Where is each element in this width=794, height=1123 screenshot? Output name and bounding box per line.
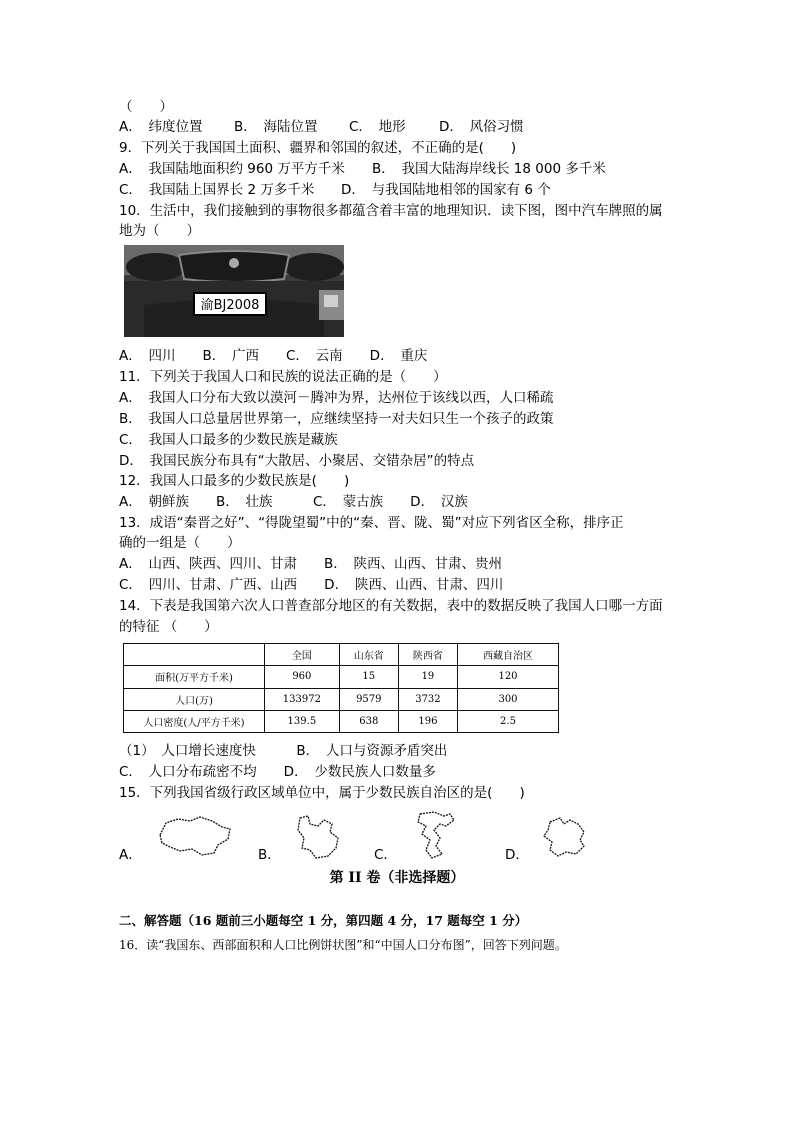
question-13-options-cd: C． 四川、甘肃、广西、山西 D． 陕西、山西、甘肃、四川 xyxy=(119,577,504,593)
car-front-illustration xyxy=(124,245,344,337)
table-cell: 19 xyxy=(398,666,457,688)
question-14-options-cd: C． 人口分布疏密不均 D． 少数民族人口数量多 xyxy=(119,764,436,780)
option-d: D． 与我国陆地相邻的国家有 6 个 xyxy=(341,182,551,198)
option-b: B． 我国大陆海岸线长 18 000 多千米 xyxy=(372,161,606,177)
section-title: 第 II 卷（非选择题） xyxy=(329,870,465,886)
question-12-options: A． 朝鲜族 B． 壮族 C． 蒙古族 D． 汉族 xyxy=(119,494,468,510)
table-cell xyxy=(124,644,265,666)
question-11-option-c: C． 我国人口最多的少数民族是藏族 xyxy=(119,432,338,448)
part-two-heading: 二、解答题（16 题前三小题每空 1 分，第四题 4 分，17 题每空 1 分） xyxy=(119,913,528,928)
table-header-row xyxy=(124,644,559,666)
question-15-option-a: A． xyxy=(119,847,142,863)
question-10-line2: 地为（ ） xyxy=(119,223,200,239)
table-cell: 西藏自治区 xyxy=(458,644,559,666)
table-cell: 133972 xyxy=(265,688,340,710)
option-a: A． 纬度位置 xyxy=(119,119,203,135)
question-9: 9．下列关于我国国土面积、疆界和邻国的叙述，不正确的是( ) xyxy=(119,140,517,156)
prev-question-options xyxy=(119,118,524,136)
table-cell: 全国 xyxy=(265,644,340,666)
question-10-line1: 10．生活中，我们接触到的事物很多都蕴含着丰富的地理知识．读下图，图中汽车牌照的属 xyxy=(119,203,663,219)
option-b: B． 海陆位置 xyxy=(234,119,318,135)
table-cell: 人口(万) xyxy=(124,688,265,710)
car-license-plate-photo xyxy=(124,245,344,337)
province-outline-d-icon xyxy=(540,816,588,858)
question-11: 11．下列关于我国人口和民族的说法正确的是（ ） xyxy=(119,369,447,385)
table-row xyxy=(124,666,559,688)
table-cell: 面积(万平方千米) xyxy=(124,666,265,688)
province-outline-c-icon xyxy=(410,810,460,860)
question-13-line1: 13．成语“秦晋之好”、“得陇望蜀”中的“秦、晋、陇、蜀”对应下列省区全称，排序正 xyxy=(119,515,624,531)
question-10-options: A． 四川 B． 广西 C． 云南 D． 重庆 xyxy=(119,348,428,364)
question-9-options-cd xyxy=(119,181,551,199)
question-15-option-c: C． xyxy=(374,847,397,863)
table-cell: 陕西省 xyxy=(398,644,457,666)
question-14-options-ab: （1） 人口增长速度快 B． 人口与资源矛盾突出 xyxy=(119,743,448,759)
option-a: A． 我国陆地面积约 960 万平方千米 xyxy=(119,161,345,177)
question-14-line2: 的特征 （ ） xyxy=(119,619,218,635)
table-cell: 300 xyxy=(458,688,559,710)
table-row xyxy=(124,688,559,710)
table-cell: 9579 xyxy=(339,688,398,710)
table-row xyxy=(124,710,559,732)
table-cell: 人口密度(人/平方千米) xyxy=(124,710,265,732)
option-c: C． 地形 xyxy=(349,119,406,135)
option-d: D． 风俗习惯 xyxy=(439,119,524,135)
question-9-options-ab xyxy=(119,160,606,178)
table-cell: 196 xyxy=(398,710,457,732)
question-13-line2: 确的一组是（ ） xyxy=(119,535,241,551)
table-cell: 山东省 xyxy=(339,644,398,666)
question-15-option-d: D． xyxy=(505,847,529,863)
question-12: 12．我国人口最多的少数民族是( ) xyxy=(119,473,350,489)
question-11-option-d: D． 我国民族分布具有“大散居、小聚居、交错杂居”的特点 xyxy=(119,453,475,469)
table-cell: 2.5 xyxy=(458,710,559,732)
table-cell: 139.5 xyxy=(265,710,340,732)
census-data-table xyxy=(123,643,559,733)
table-cell: 120 xyxy=(458,666,559,688)
table-cell: 960 xyxy=(265,666,340,688)
question-16: 16．读“我国东、西部面积和人口比例饼状图”和“中国人口分布图”，回答下列问题。 xyxy=(119,938,567,952)
prev-question-bracket: （ ） xyxy=(119,99,173,115)
question-13-options-ab: A． 山西、陕西、四川、甘肃 B． 陕西、山西、甘肃、贵州 xyxy=(119,556,502,572)
table-cell: 15 xyxy=(339,666,398,688)
question-15: 15．下列我国省级行政区域单位中，属于少数民族自治区的是( ) xyxy=(119,785,525,801)
license-plate-text: 渝BJ2008 xyxy=(200,298,260,313)
option-c: C． 我国陆上国界长 2 万多千米 xyxy=(119,182,315,198)
province-outline-b-icon xyxy=(292,814,344,860)
question-11-option-b: B． 我国人口总量居世界第一，应继续坚持一对夫妇只生一个孩子的政策 xyxy=(119,411,554,427)
table-cell: 638 xyxy=(339,710,398,732)
table-cell: 3732 xyxy=(398,688,457,710)
province-outline-a-icon xyxy=(156,815,234,859)
question-15-option-b: B． xyxy=(258,847,281,863)
question-11-option-a: A． 我国人口分布大致以漠河－腾冲为界，达州位于该线以西，人口稀疏 xyxy=(119,390,554,406)
question-14-line1: 14．下表是我国第六次人口普查部分地区的有关数据，表中的数据反映了我国人口哪一方面 xyxy=(119,598,663,614)
